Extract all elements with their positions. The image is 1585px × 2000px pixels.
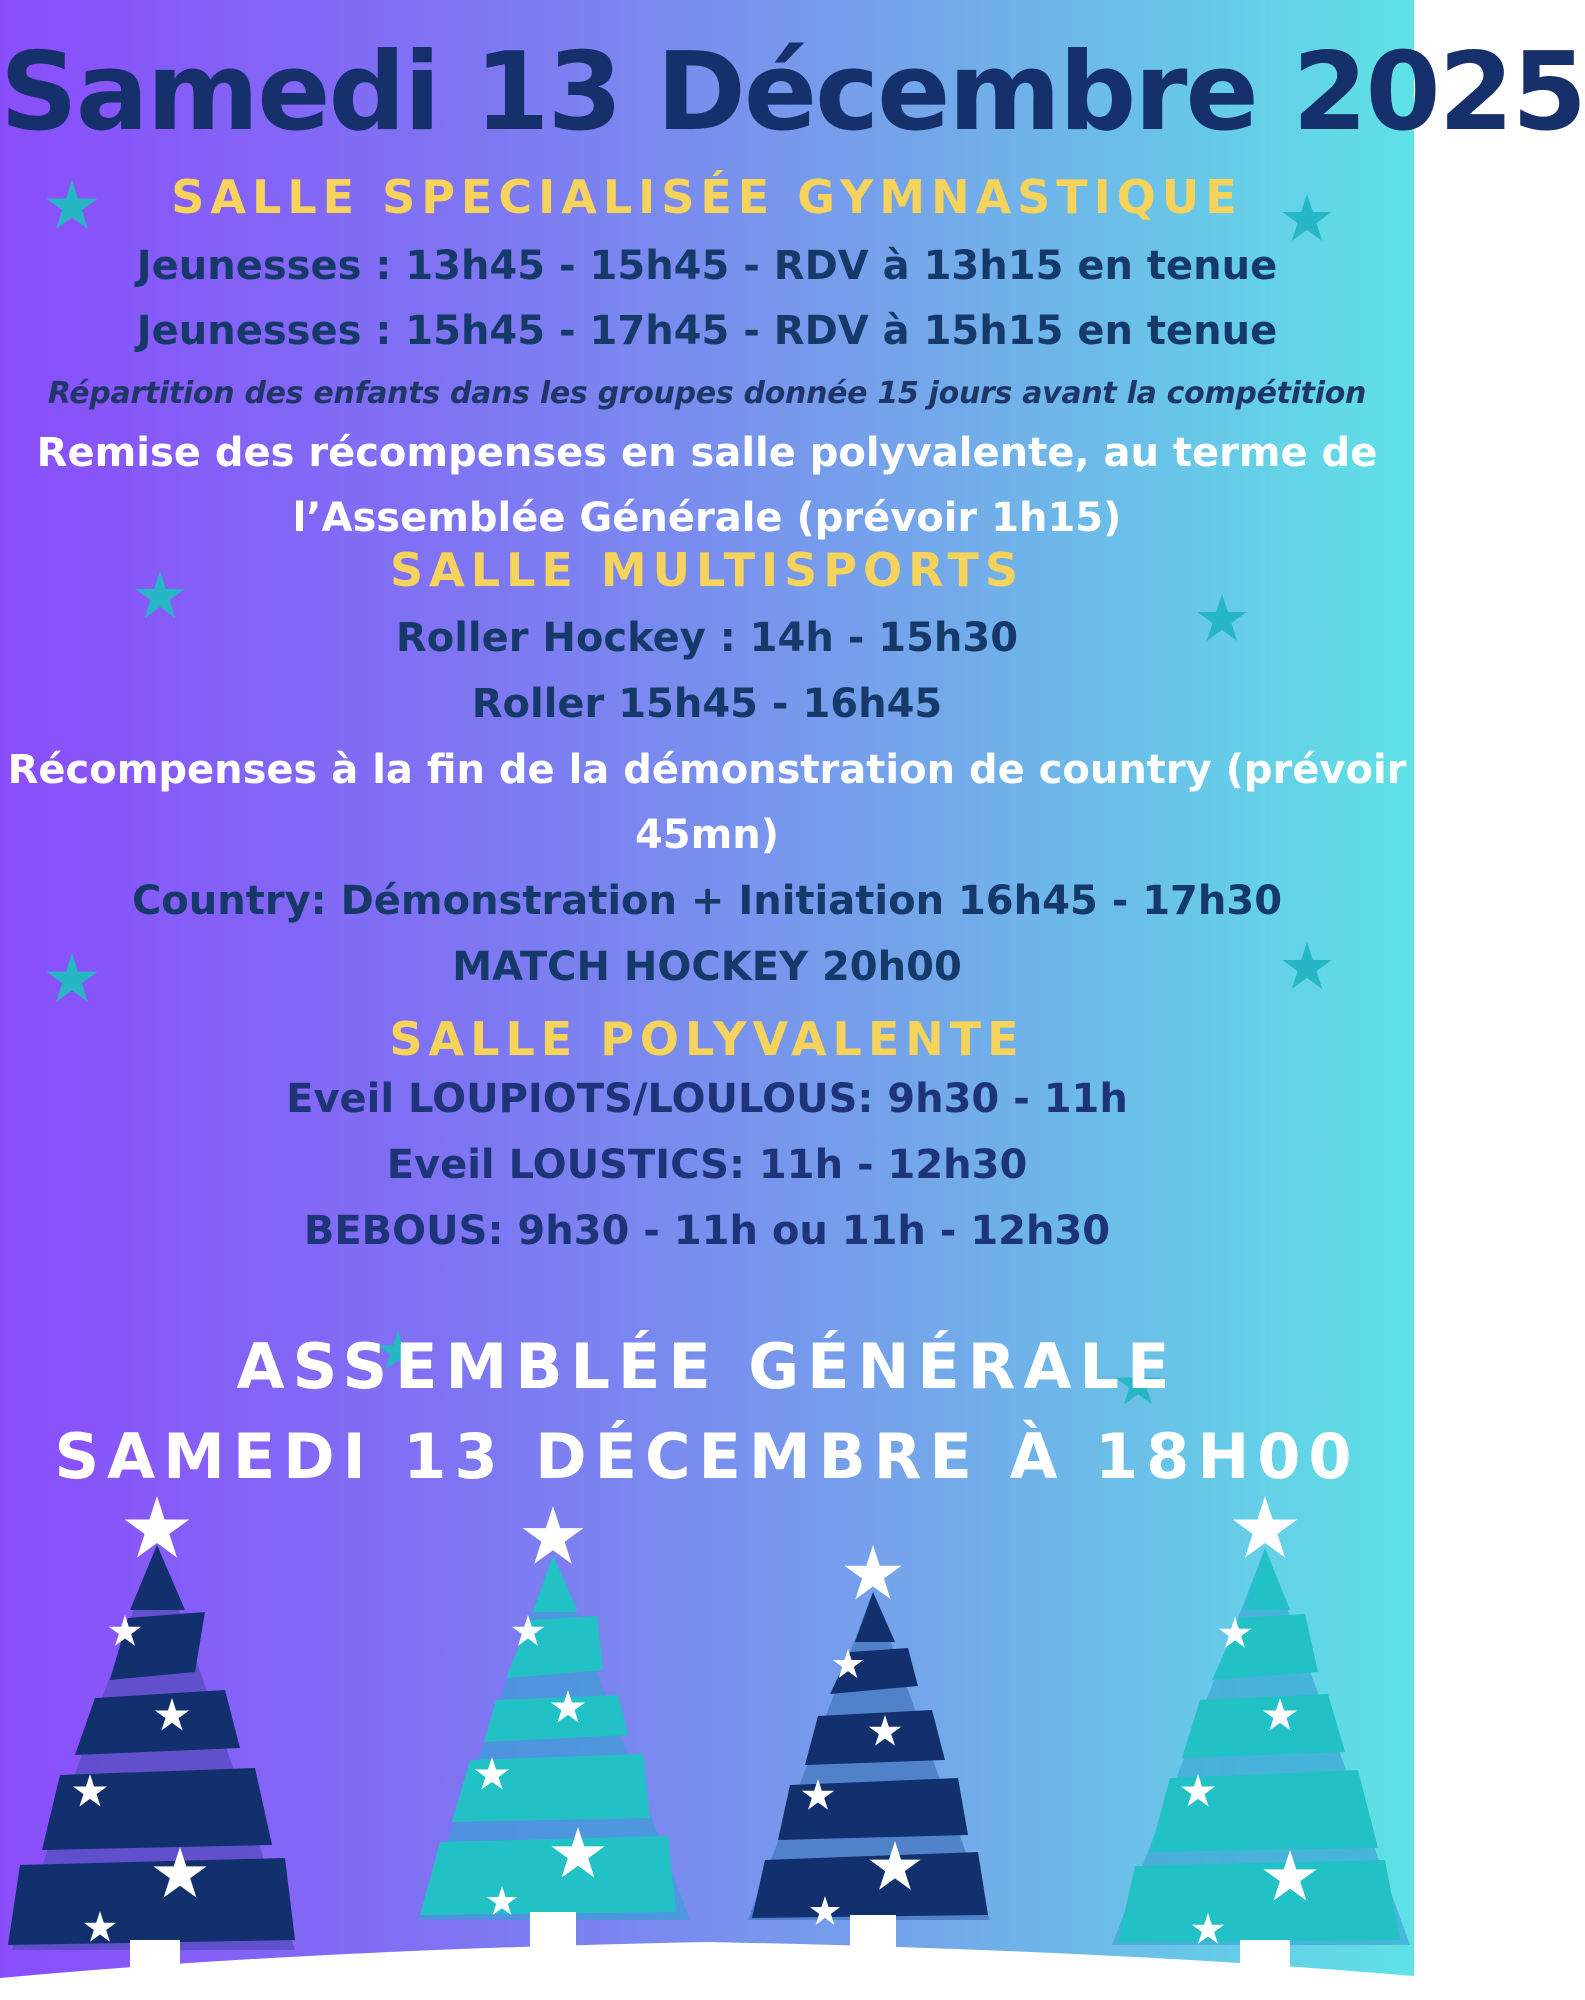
assembly-date: SAMEDI 13 DÉCEMBRE À 18H00 bbox=[54, 1420, 1360, 1493]
snow-ground bbox=[0, 1942, 1414, 2000]
roller-hockey-slot: Roller Hockey : 14h - 15h30 bbox=[395, 615, 1019, 661]
multisports-awards-line-2: 45mn) bbox=[634, 812, 780, 858]
multisports-hall-heading: SALLE MULTISPORTS bbox=[390, 543, 1024, 597]
assembly-title: ASSEMBLÉE GÉNÉRALE bbox=[236, 1330, 1178, 1403]
polyvalente-hall-heading: SALLE POLYVALENTE bbox=[389, 1012, 1025, 1066]
page-title: Samedi 13 Décembre 2025 bbox=[0, 30, 1585, 155]
country-slot: Country: Démonstration + Initiation 16h45 - 17h30 bbox=[131, 878, 1283, 924]
gym-slot-1: Jeunesses : 13h45 - 15h45 - RDV à 13h15 en tenue bbox=[136, 243, 1278, 289]
gym-hall-heading: SALLE SPECIALISÉE GYMNASTIQUE bbox=[171, 170, 1243, 224]
christmas-tree-icon bbox=[1112, 1496, 1410, 1985]
christmas-tree-icon bbox=[418, 1506, 690, 1952]
gym-awards-line-2: l’Assemblée Générale (prévoir 1h15) bbox=[292, 495, 1122, 541]
roller-slot: Roller 15h45 - 16h45 bbox=[471, 681, 943, 727]
gym-awards-line-1: Remise des récompenses en salle polyvalente, au terme de bbox=[36, 430, 1378, 476]
gym-groups-note: Répartition des enfants dans les groupes donnée 15 jours avant la compétition bbox=[47, 376, 1367, 411]
eveil-loupiots-slot: Eveil LOUPIOTS/LOULOUS: 9h30 - 11h bbox=[286, 1076, 1128, 1122]
hockey-match-slot: MATCH HOCKEY 20h00 bbox=[452, 944, 962, 990]
white-star-icon bbox=[844, 1545, 901, 1599]
christmas-tree-icon bbox=[748, 1545, 990, 1951]
bebous-slot: BEBOUS: 9h30 - 11h ou 11h - 12h30 bbox=[303, 1208, 1111, 1254]
eveil-loustics-slot: Eveil LOUSTICS: 11h - 12h30 bbox=[386, 1142, 1028, 1188]
christmas-tree-icon bbox=[8, 1496, 295, 1985]
gym-slot-2: Jeunesses : 15h45 - 17h45 - RDV à 15h15 en tenue bbox=[136, 308, 1278, 354]
multisports-awards-line-1: Récompenses à la fin de la démonstration de country (prévoir bbox=[7, 747, 1407, 793]
